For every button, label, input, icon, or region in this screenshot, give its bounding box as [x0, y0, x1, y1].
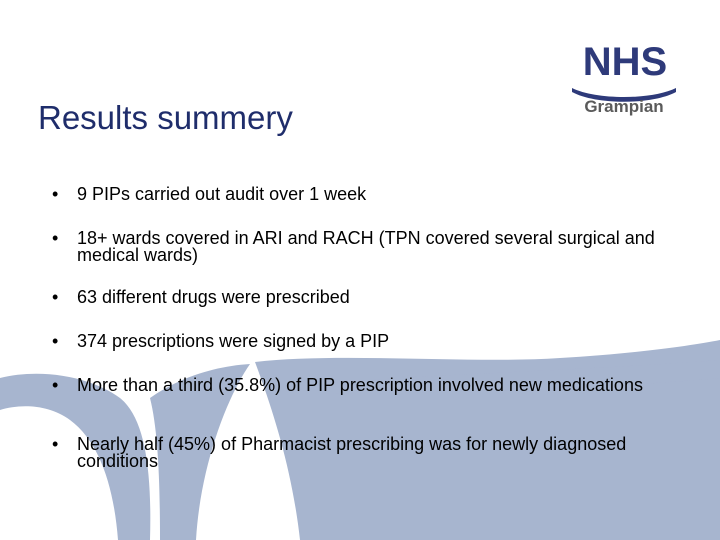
slide-title: Results summery — [38, 99, 293, 136]
bullet-item — [52, 289, 692, 306]
logo-region-text: Grampian — [584, 97, 664, 116]
bullet-text: 63 different drugs were prescribed — [77, 287, 350, 307]
logo-nhs-text: NHS — [582, 40, 668, 84]
bullet-dot: • — [52, 434, 59, 454]
bullet-item — [52, 230, 692, 264]
bullet-item — [52, 377, 692, 394]
bullet-dot: • — [52, 184, 59, 204]
bullet-dot: • — [52, 228, 59, 248]
bullet-item — [52, 333, 692, 350]
bullet-text: 9 PIPs carried out audit over 1 week — [77, 184, 367, 204]
bullet-text: Nearly half (45%) of Pharmacist prescribing was for newly diagnosed conditions — [77, 434, 627, 471]
bullet-item — [52, 186, 692, 203]
bullet-text: More than a third (35.8%) of PIP prescription involved new medications — [77, 375, 643, 395]
bullet-dot: • — [52, 287, 59, 307]
bullet-text: 18+ wards covered in ARI and RACH (TPN covered several surgical and medical wards) — [77, 228, 655, 265]
bullet-dot: • — [52, 375, 59, 395]
bullet-item — [52, 436, 692, 470]
bullet-dot: • — [52, 331, 59, 351]
bullet-text: 374 prescriptions were signed by a PIP — [77, 331, 390, 351]
